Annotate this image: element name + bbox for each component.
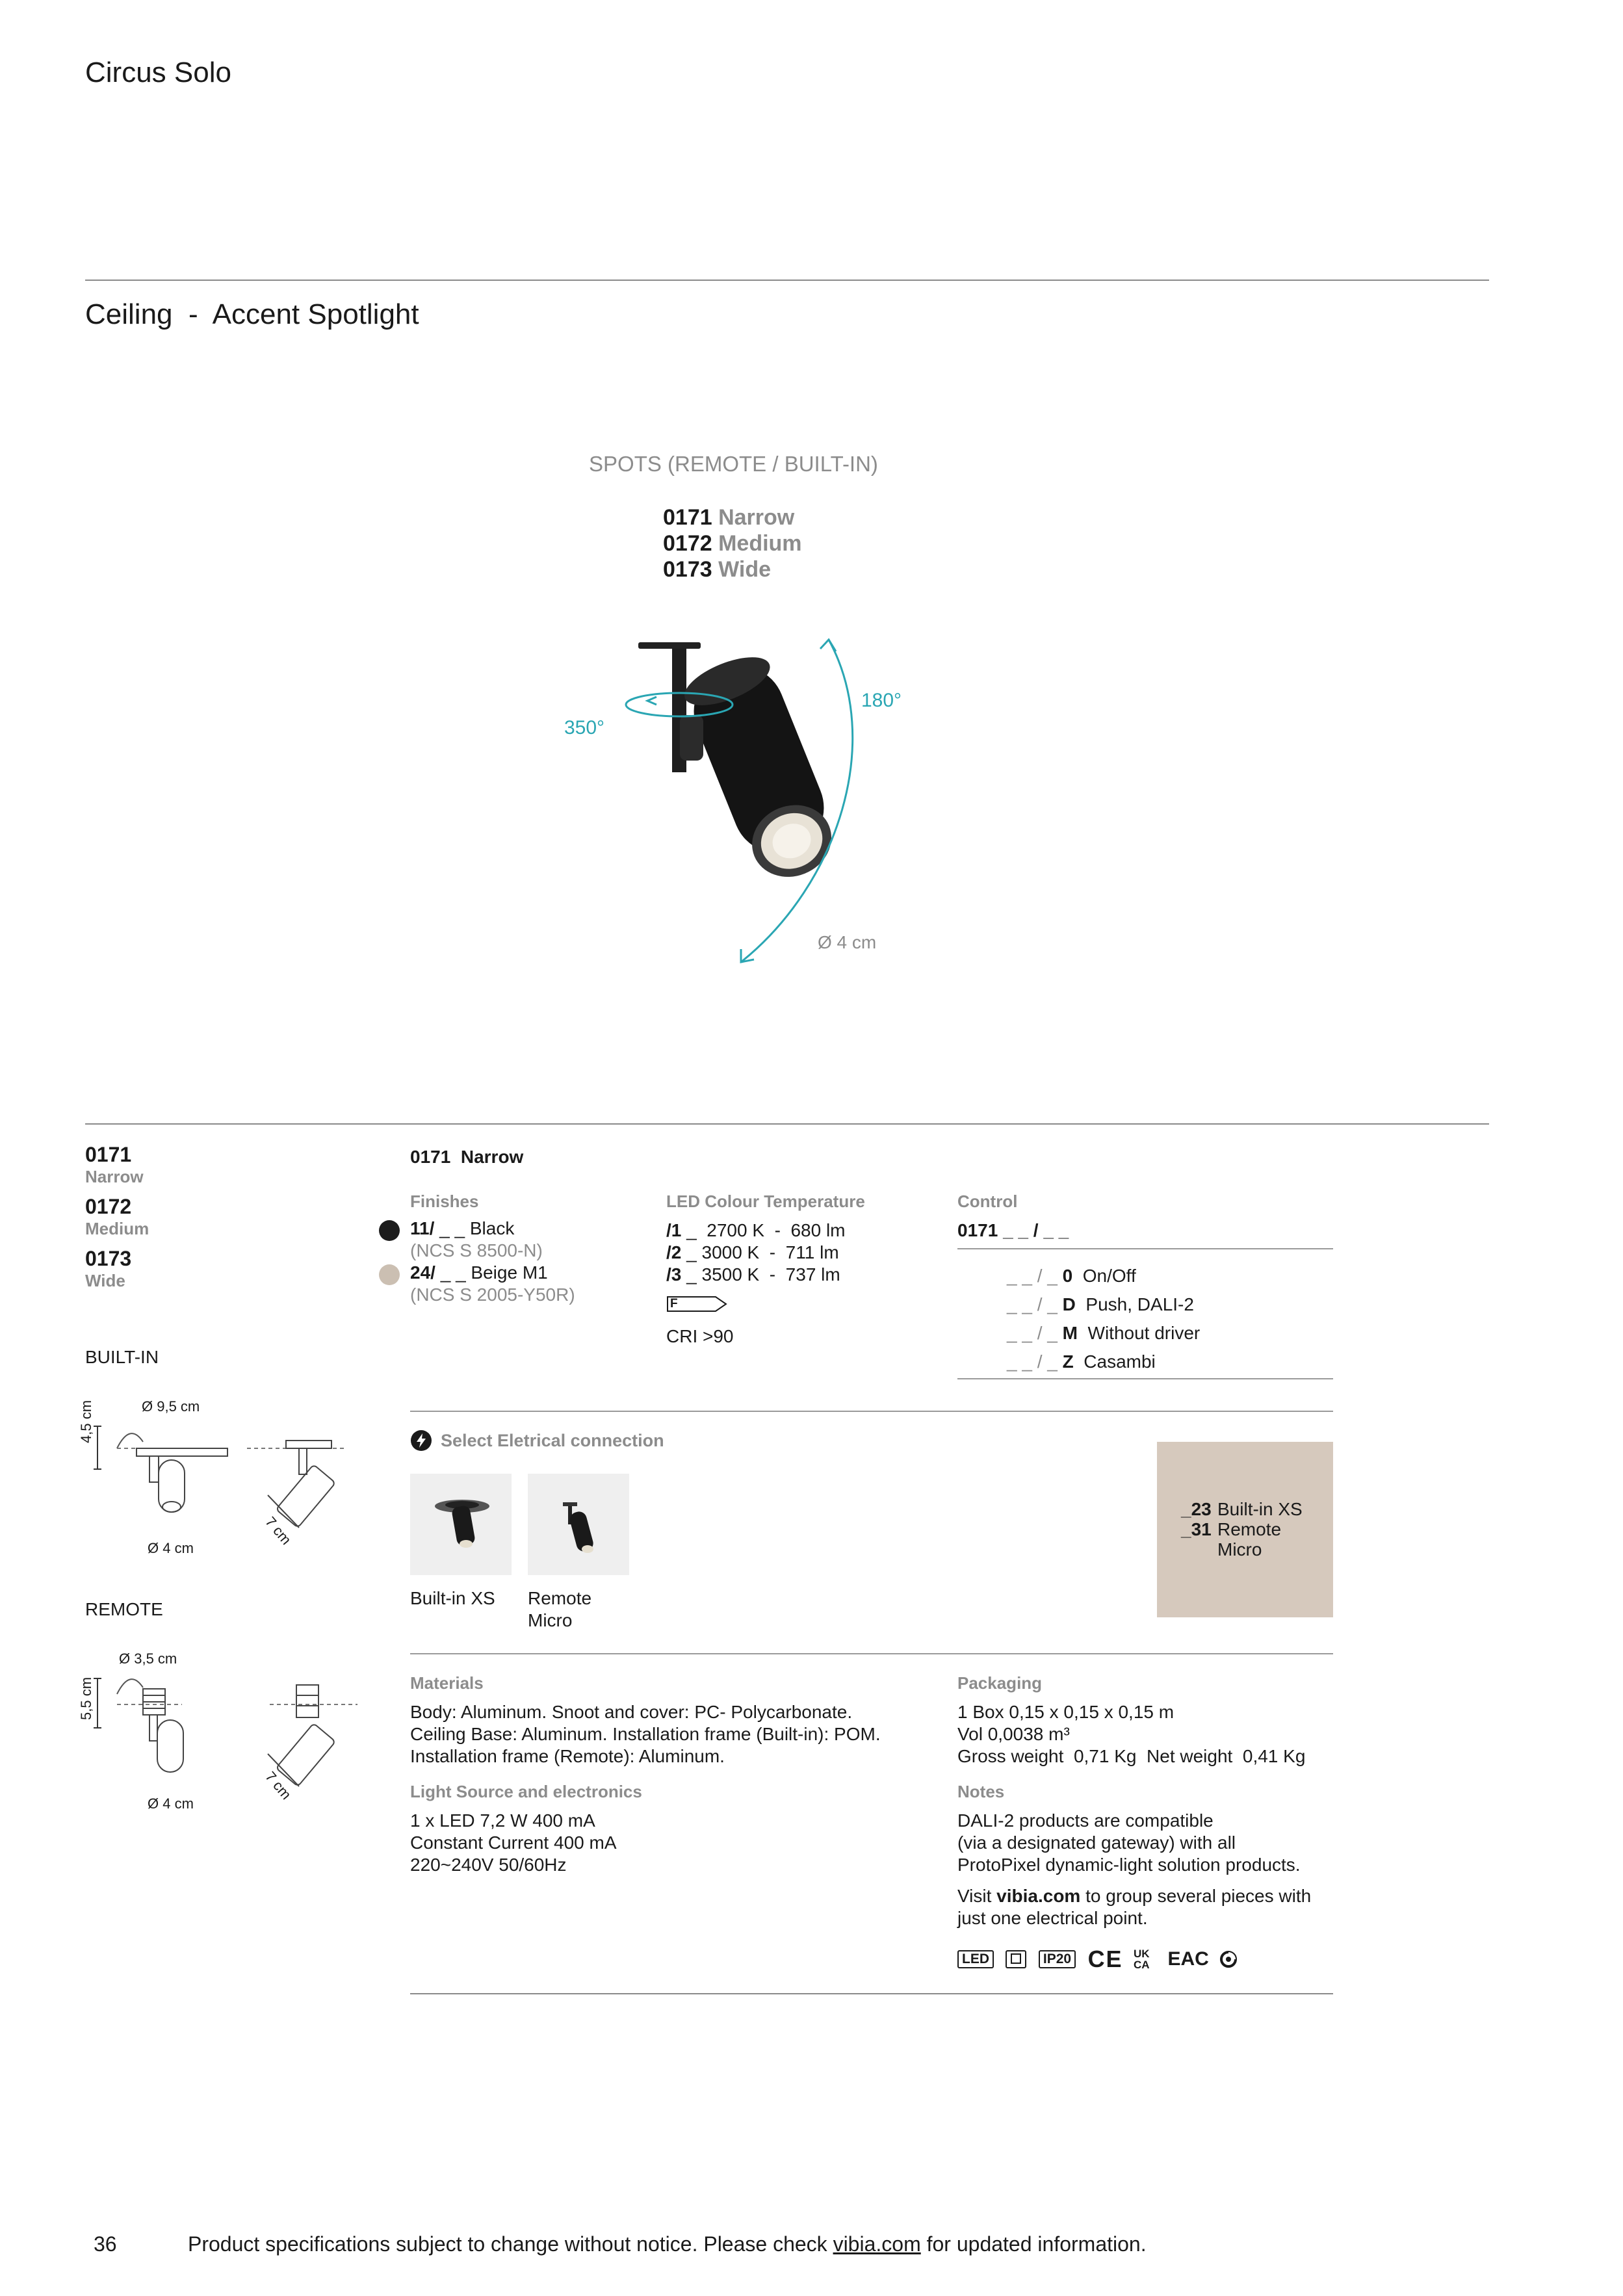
left-code-0173: 0173 Wide — [85, 1247, 132, 1290]
notes-text: DALI-2 products are compatible (via a designated gateway) with all ProtoPixel dynamic-light solution products. — [957, 1810, 1301, 1875]
led-list — [666, 1220, 846, 1286]
notes-vibia-link[interactable]: vibia.com — [996, 1886, 1081, 1906]
left-code-list — [85, 1142, 149, 1298]
builtin-dimension-drawing — [97, 1424, 370, 1554]
led-cert-icon: LED — [957, 1950, 994, 1968]
footer-vibia-link[interactable]: vibia.com — [833, 2232, 921, 2256]
light-source-label: Light Source and electronics — [410, 1782, 642, 1801]
control-bottom-divider — [957, 1378, 1333, 1379]
builtin-thumb-icon — [410, 1474, 512, 1575]
control-option-onoff: _ _ / _ 0 On/Off — [1007, 1266, 1136, 1286]
spotlight-illustration — [533, 624, 897, 975]
eac-mark-icon: EAC — [1167, 1948, 1209, 1970]
remote-length: 7 cm — [262, 1768, 295, 1803]
hero-model-0172: 0172 Medium — [663, 531, 802, 556]
section-title: Ceiling - Accent Spotlight — [85, 298, 419, 330]
electrical-option-remote[interactable] — [528, 1474, 629, 1575]
ce-mark-icon: CE — [1087, 1946, 1123, 1972]
led-label: LED Colour Temperature — [666, 1192, 865, 1211]
remote-thumb-icon — [528, 1474, 629, 1575]
finishes-label: Finishes — [410, 1192, 479, 1211]
header-divider — [85, 280, 1489, 281]
remote-label: REMOTE — [85, 1599, 163, 1619]
electrical-codes-panel — [1157, 1442, 1333, 1617]
led-item: /3 _ 3500 K - 737 lm — [666, 1264, 840, 1285]
spec-divider-top — [85, 1123, 1489, 1125]
builtin-diam-top: Ø 9,5 cm — [142, 1398, 200, 1415]
remote-diam-bottom: Ø 4 cm — [148, 1795, 194, 1812]
remote-diam-top: Ø 3,5 cm — [119, 1650, 177, 1667]
page-number: 36 — [94, 2232, 117, 2256]
notes-label: Notes — [957, 1782, 1005, 1801]
footer-notice: Product specifications subject to change without notice. Please check vibia.com for updated information. — [188, 2232, 1147, 2256]
materials-label: Materials — [410, 1673, 484, 1693]
control-option-casambi: _ _ / _ Z Casambi — [1007, 1351, 1156, 1372]
left-code-0172: 0172 Medium — [85, 1195, 149, 1238]
finish-beige-swatch — [379, 1264, 400, 1285]
led-item: /1 _ 2700 K - 680 lm — [666, 1220, 846, 1240]
builtin-label: BUILT-IN — [85, 1347, 159, 1367]
hero-title: SPOTS (REMOTE / BUILT-IN) — [589, 452, 878, 476]
finish-black-swatch — [379, 1220, 400, 1241]
hero-model-0173: 0173 Wide — [663, 557, 772, 582]
led-item: /2 _ 3000 K - 711 lm — [666, 1242, 839, 1262]
materials-text: Body: Aluminum. Snoot and cover: PC- Polycarbonate. Ceiling Base: Aluminum. Installation frame (Built-in): POM. Installation frame (Remote): Aluminum. — [410, 1702, 881, 1766]
packaging-label: Packaging — [957, 1673, 1043, 1693]
control-options — [1007, 1265, 1200, 1379]
electrical-option-builtin-label: Built-in XS — [410, 1588, 495, 1608]
control-label: Control — [957, 1192, 1018, 1211]
electrical-code-31-cont: Micro — [1217, 1539, 1262, 1559]
electrical-option-builtin[interactable] — [410, 1474, 512, 1575]
rotation-horizontal-label: 350° — [564, 717, 605, 738]
energy-class-letter: F — [670, 1297, 678, 1311]
builtin-diam-bottom: Ø 4 cm — [148, 1540, 194, 1556]
ip20-cert-icon: IP20 — [1039, 1950, 1076, 1968]
dali-logo-icon — [1219, 1950, 1238, 1968]
electrical-option-remote-label: Remote Micro — [528, 1588, 592, 1630]
materials-divider-top — [410, 1653, 1333, 1654]
hero-diameter-label: Ø 4 cm — [818, 932, 877, 952]
light-source-text: 1 x LED 7,2 W 400 mA Constant Current 400 mA 220~240V 50/60Hz — [410, 1810, 617, 1875]
left-code-0171: 0171 Narrow — [85, 1143, 144, 1186]
builtin-height: 4,5 cm — [78, 1400, 94, 1443]
lightning-icon — [410, 1429, 432, 1452]
rotation-vertical-label: 180° — [861, 690, 902, 711]
control-option-no-driver: _ _ / _ M Without driver — [1007, 1323, 1201, 1343]
spec-title: 0171 Narrow — [410, 1147, 524, 1167]
hero-model-list — [663, 504, 802, 582]
hero-model-0171: 0171 Narrow — [663, 505, 795, 530]
control-option-dali: _ _ / _ D Push, DALI-2 — [1007, 1294, 1194, 1314]
ukca-mark-icon: UK CA — [1134, 1948, 1150, 1971]
notes-visit: Visit vibia.com to group several pieces with just one electrical point. — [957, 1886, 1312, 1928]
spec-divider-bottom — [410, 1993, 1333, 1994]
class-ii-icon — [1006, 1950, 1026, 1968]
certification-row — [957, 1946, 1238, 1972]
control-ref-divider — [957, 1248, 1333, 1249]
electrical-divider-top — [410, 1411, 1333, 1412]
electrical-code-31: _31 Remote — [1181, 1519, 1282, 1539]
builtin-length: 7 cm — [262, 1513, 295, 1548]
remote-dimension-drawing — [97, 1676, 370, 1806]
control-ref: 0171 _ _ / _ _ — [957, 1220, 1069, 1240]
electrical-code-23: _23 Built-in XS — [1181, 1499, 1303, 1519]
packaging-text: 1 Box 0,15 x 0,15 x 0,15 m Vol 0,0038 m³ Gross weight 0,71 Kg Net weight 0,41 Kg — [957, 1702, 1306, 1766]
cri-value: CRI >90 — [666, 1326, 734, 1346]
remote-height: 5,5 cm — [78, 1676, 94, 1720]
collection-title: Circus Solo — [85, 57, 231, 88]
electrical-label: Select Eletrical connection — [441, 1431, 664, 1450]
